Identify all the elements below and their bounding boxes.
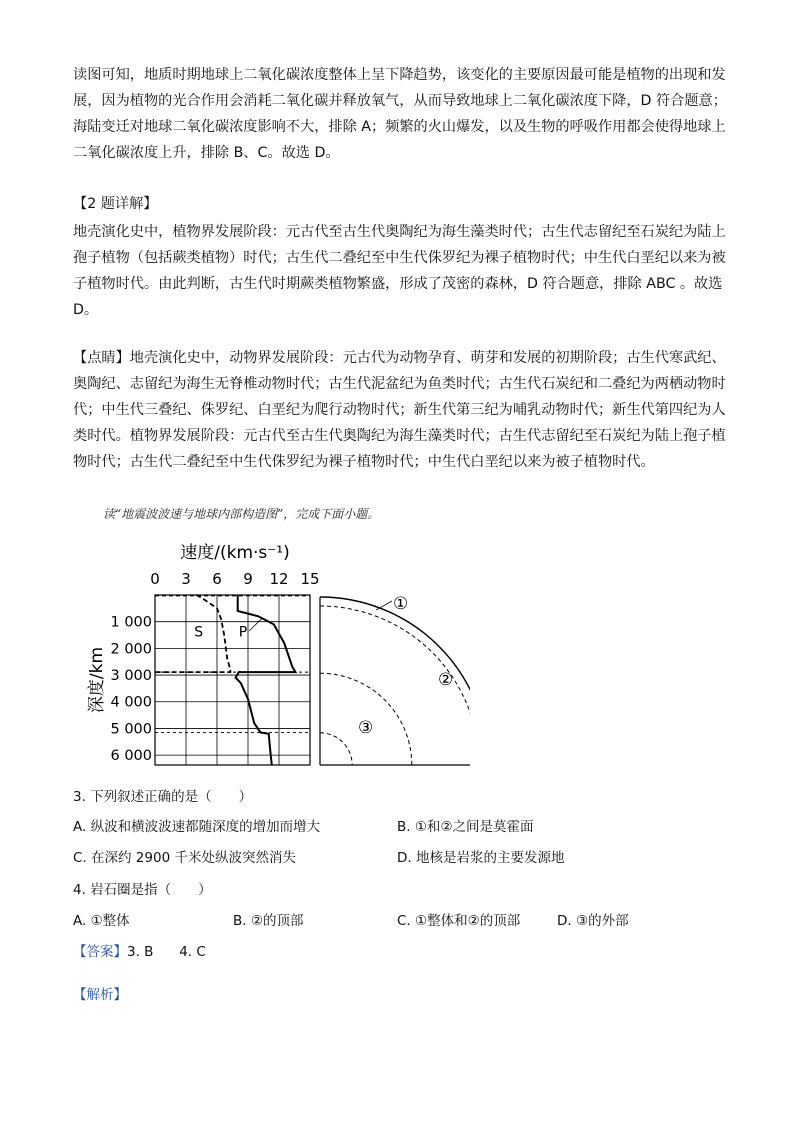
text-line: 二氧化碳浓度上升，排除 B、C。故选 D。 bbox=[73, 145, 340, 161]
analysis-tag: 【解析】 bbox=[73, 987, 127, 1003]
y-tick-label: 6 000 bbox=[110, 748, 152, 765]
inner-core-arc bbox=[320, 733, 352, 765]
answer-line bbox=[73, 940, 206, 960]
chart-title: 速度/(km·s⁻¹) bbox=[180, 543, 290, 563]
explanation-q2 bbox=[73, 219, 726, 323]
text-line: D。 bbox=[73, 302, 99, 318]
text-line: 物时代；古生代二叠纪至中生代侏罗纪为裸子植物时代；中生代白垩纪以来为被子植物时代。 bbox=[73, 454, 655, 470]
series-label-leader bbox=[249, 619, 261, 631]
y-tick-label: 1 000 bbox=[110, 614, 152, 631]
y-tick-label: 2 000 bbox=[110, 641, 152, 658]
dianjing-note bbox=[73, 345, 726, 475]
question-4-stem: 4. 岩石圈是指（ ） bbox=[73, 882, 212, 898]
section-label-leader bbox=[376, 601, 392, 610]
answer-tag: 【答案】 bbox=[73, 944, 127, 960]
text-line: 孢子植物（包括蕨类植物）时代；古生代二叠纪至中生代侏罗纪为裸子植物时代；中生代白垩纪以来为被 bbox=[73, 250, 726, 266]
text-line: 【点睛】地壳演化史中，动物界发展阶段：元古代为动物孕育、萌芽和发展的初期阶段；古生代寒武纪、 bbox=[73, 350, 726, 366]
text-line: 代；中生代三叠纪、侏罗纪、白垩纪为爬行动物时代；新生代第三纪为哺乳动物时代；新生代第四纪为人 bbox=[73, 402, 726, 418]
section-label-core: ③ bbox=[358, 718, 374, 738]
text-line: 展，因为植物的光合作用会消耗二氧化碳并释放氧气，从而导致地球上二氧化碳浓度下降，D 符合题意； bbox=[73, 93, 727, 109]
question-3-stem: 3. 下列叙述正确的是（ ） bbox=[73, 789, 253, 805]
text-line: 奥陶纪、志留纪为海生无脊椎动物时代；古生代泥盆纪为鱼类时代；古生代石炭纪和二叠纪为两栖动物时 bbox=[73, 376, 726, 392]
y-tick-label: 4 000 bbox=[110, 694, 152, 711]
x-tick-label: 0 bbox=[150, 570, 160, 588]
x-tick-label: 12 bbox=[269, 570, 289, 588]
y-tick-label: 5 000 bbox=[110, 721, 152, 738]
text-line: 地壳演化史中，植物界发展阶段：元古代至古生代奥陶纪为海生藻类时代；古生代志留纪至石炭纪为陆上 bbox=[73, 224, 726, 240]
question-3-option-a[interactable]: A. 纵波和横波波速都随深度的增加而增大 bbox=[73, 819, 321, 835]
heading-q2: 【2 题详解】 bbox=[73, 196, 158, 212]
series-line-s bbox=[155, 595, 230, 672]
text-line: 子植物时代。由此判断，古生代时期蕨类植物繁盛，形成了茂密的森林，D 符合题意，排除 ABC 。故选 bbox=[73, 276, 723, 292]
plot-frame bbox=[155, 595, 310, 765]
question-4-option-a[interactable]: A. ①整体 bbox=[73, 913, 130, 929]
x-tick-label: 15 bbox=[300, 570, 320, 588]
x-tick-label: 6 bbox=[212, 570, 222, 588]
explanation-q1 bbox=[73, 62, 727, 166]
question-3-option-c[interactable]: C. 在深约 2900 千米处纵波突然消失 bbox=[73, 850, 296, 866]
section-label-crust: ① bbox=[393, 594, 409, 614]
text-line: 海陆变迁对地球二氧化碳浓度影响不大，排除 A；频繁的火山爆发，以及生物的呼吸作用都会使得地球上 bbox=[73, 119, 726, 135]
section-label-mantle: ② bbox=[438, 670, 454, 690]
question-4-option-c[interactable]: C. ①整体和②的顶部 bbox=[397, 913, 521, 929]
y-axis-label: 深度/km bbox=[87, 646, 107, 714]
text-line: 读图可知，地质时期地球上二氧化碳浓度整体上呈下降趋势，该变化的主要原因最可能是植物的出现和发 bbox=[73, 67, 726, 83]
x-tick-label: 9 bbox=[243, 570, 253, 588]
y-tick-label: 3 000 bbox=[110, 668, 152, 685]
answer-q3: 3. B bbox=[127, 944, 154, 960]
figure-intro: 读“地震波波速与地球内部构造图”，完成下面小题。 bbox=[103, 507, 380, 521]
question-4-option-d[interactable]: D. ③的外部 bbox=[557, 913, 629, 929]
seismic-figure bbox=[80, 540, 470, 770]
x-tick-label: 3 bbox=[181, 570, 191, 588]
question-4-option-b[interactable]: B. ②的顶部 bbox=[233, 913, 304, 929]
question-3-option-d[interactable]: D. 地核是岩浆的主要发源地 bbox=[397, 850, 565, 866]
text-line: 类时代。植物界发展阶段：元古代至古生代奥陶纪为海生藻类时代；古生代志留纪至石炭纪为陆上孢子植 bbox=[73, 428, 726, 444]
seismic-chart bbox=[80, 540, 470, 770]
question-3-option-b[interactable]: B. ①和②之间是莫霍面 bbox=[397, 819, 534, 835]
series-label-p: P bbox=[238, 624, 248, 641]
answer-q4: 4. C bbox=[179, 944, 206, 960]
series-line-p bbox=[236, 595, 296, 765]
series-label-s: S bbox=[194, 624, 204, 641]
